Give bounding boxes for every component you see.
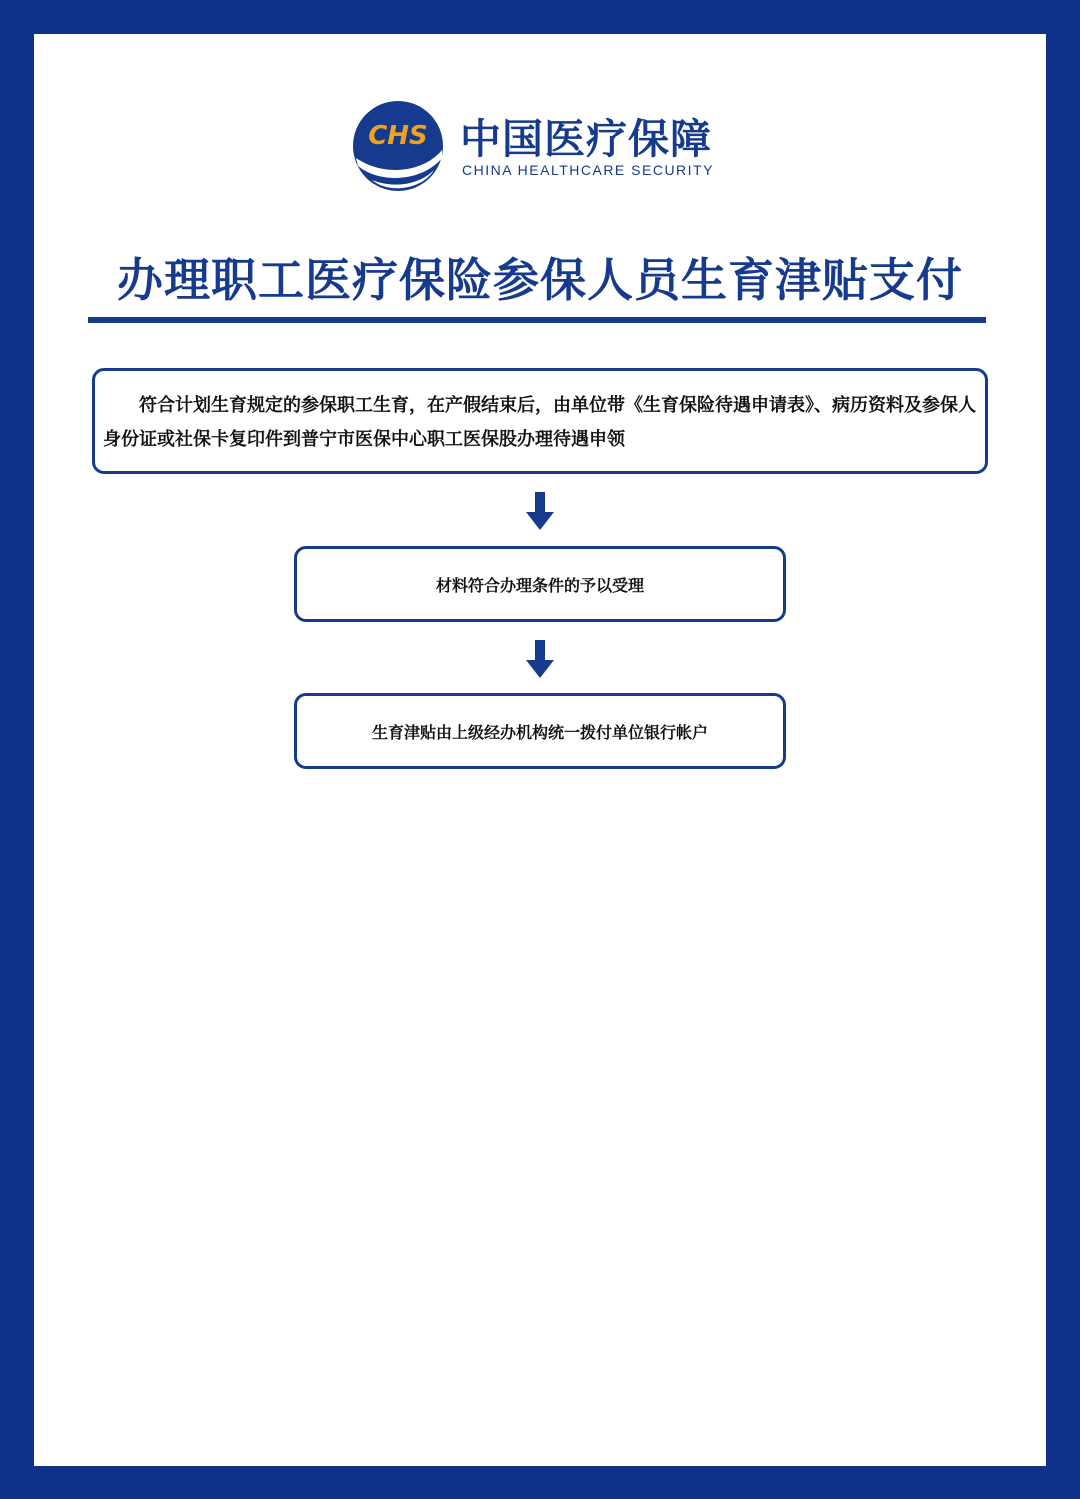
page-title: 办理职工医疗保险参保人员生育津贴支付 — [117, 253, 963, 307]
flow-step-payment-text: 生育津贴由上级经办机构统一拨付单位银行帐户 — [371, 722, 708, 742]
poster-sheet — [34, 34, 1046, 1466]
flow-step-payment — [294, 693, 786, 769]
flow-step-apply — [92, 368, 988, 474]
chs-logo — [352, 100, 732, 194]
logo-name-en: CHINA HEALTHCARE SECURITY — [462, 162, 714, 178]
logo-name-cn: 中国医疗保障 — [460, 115, 712, 163]
flow-step-accept — [294, 546, 786, 622]
title-underline — [88, 317, 986, 323]
down-arrow-icon — [524, 640, 556, 680]
flow-step-accept-text: 材料符合办理条件的予以受理 — [435, 575, 644, 595]
chs-mark-text: CHS — [368, 121, 428, 151]
flow-step-apply-text: 符合计划生育规定的参保职工生育，在产假结束后，由单位带《生育保险待遇申请表》、病历资料及参保人身份证或社保卡复印件到普宁市医保中心职工医保股办理待遇申领 — [103, 395, 976, 450]
chs-globe-icon — [352, 100, 444, 192]
down-arrow-icon — [524, 492, 556, 532]
